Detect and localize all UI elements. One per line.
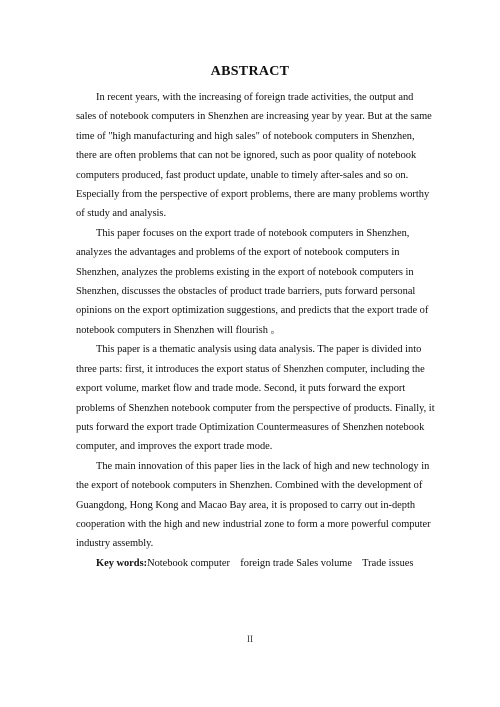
paragraph-line: analyzes the advantages and problems of the export of notebook computers in (76, 247, 400, 259)
paragraph-line: notebook computers in Shenzhen will flourish 。 (76, 324, 281, 336)
paragraph-line: computer, and improves the export trade mode. (76, 441, 273, 453)
paragraph (76, 457, 431, 554)
paragraph (76, 88, 432, 224)
paragraph-container (76, 88, 435, 554)
paragraph (76, 224, 429, 340)
paragraph-line: opinions on the export optimization suggestions, and predicts that the export trade of (76, 305, 429, 317)
paragraph (76, 340, 435, 456)
paragraph-line: Shenzhen, discusses the obstacles of product trade barriers, puts forward personal (76, 286, 416, 298)
paragraph-line: This paper is a thematic analysis using data analysis. The paper is divided into (96, 344, 422, 356)
paragraph-line: Especially from the perspective of export problems, there are many problems worthy (76, 189, 430, 201)
paragraph-line: sales of notebook computers in Shenzhen are increasing year by year. But at the same (76, 111, 432, 123)
paragraph-line: time of "high manufacturing and high sales" of notebook computers in Shenzhen, (76, 130, 415, 142)
keywords-label: Key words: (96, 557, 148, 569)
paragraph-line: The main innovation of this paper lies in the lack of high and new technology in (96, 460, 430, 472)
keywords-text: Notebook computer foreign trade Sales volume Trade issues (147, 557, 414, 569)
paragraph-line: computers produced, fast product update, unable to timely after-sales and so on. (76, 169, 409, 181)
keywords-line (76, 554, 424, 573)
paragraph-line: cooperation with the high and new industrial zone to form a more powerful computer (76, 518, 431, 530)
paragraph-line: export volume, market flow and trade mode. Second, it puts forward the export (76, 383, 406, 395)
page-number: II (247, 634, 253, 644)
paragraph-line: Shenzhen, analyzes the problems existing in the export of notebook computers in (76, 266, 414, 278)
paragraph-line: three parts: first, it introduces the export status of Shenzhen computer, including the (76, 363, 425, 375)
abstract-body (76, 88, 435, 573)
paragraph-line: problems of Shenzhen notebook computer from the perspective of products. Finally, it (76, 402, 435, 414)
paragraph-line: industry assembly. (76, 538, 154, 550)
abstract-heading: ABSTRACT (210, 64, 290, 79)
paragraph-line: In recent years, with the increasing of foreign trade activities, the output and (96, 92, 414, 103)
paragraph-line: of study and analysis. (76, 208, 167, 220)
paragraph-line: This paper focuses on the export trade of notebook computers in Shenzhen, (96, 227, 410, 239)
paragraph-line: there are often problems that can not be ignored, such as poor quality of notebook (76, 150, 417, 162)
paragraph-line: the export of notebook computers in Shenzhen. Combined with the development of (76, 480, 423, 492)
paragraph-line: Guangdong, Hong Kong and Macao Bay area, it is proposed to carry out in-depth (76, 499, 416, 511)
paragraph-line: puts forward the export trade Optimization Countermeasures of Shenzhen notebook (76, 421, 425, 433)
